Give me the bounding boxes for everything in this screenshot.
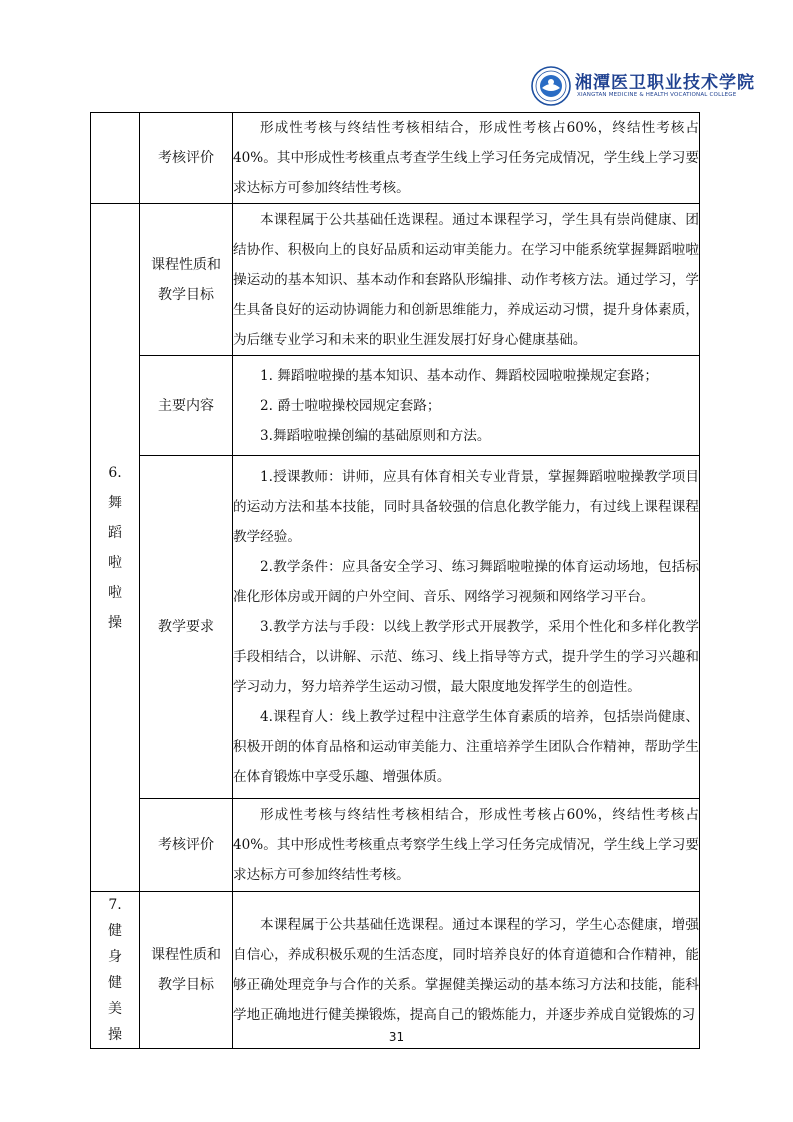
list-item: 3.舞蹈啦啦操创编的基础原则和方法。	[260, 427, 491, 444]
row-content	[233, 356, 700, 456]
row-label	[140, 204, 233, 356]
table-row	[91, 799, 700, 892]
row-content	[233, 799, 700, 892]
row-label: 教学要求	[140, 456, 233, 799]
row-label: 考核评价	[140, 799, 233, 892]
empty-cell	[91, 113, 140, 204]
label-line: 教学目标	[158, 977, 214, 993]
row-label: 考核评价	[140, 113, 233, 204]
list-item: 2.教学条件：应具备安全学习、练习舞蹈啦啦操的体育运动场地，包括标准化形体房或开阔的户外空间、音乐、网络学习视频和网络学习平台。	[233, 559, 699, 605]
label-line: 课程性质和	[151, 256, 221, 273]
table-row	[91, 113, 700, 204]
course-number-cell	[91, 892, 140, 1049]
course-number: 6.	[108, 464, 122, 481]
logo-subtitle: XIANGTAN MEDICINE & HEALTH VOCATIONAL COLLEGE	[577, 92, 737, 98]
course-name-char: 啦	[108, 584, 122, 601]
table-row	[91, 204, 700, 356]
row-label	[140, 892, 233, 1049]
course-name-char: 健	[108, 923, 122, 939]
row-content	[233, 456, 700, 799]
course-name-char: 啦	[108, 554, 122, 571]
paragraph: 本课程属于公共基础任选课程。通过本课程学习，学生具有崇尚健康、团结协作、积极向上的良好品质和运动审美能力。在学习中能系统掌握舞蹈啦啦操运动的基本知识、基本动作和套路队形编排、动作考核方法。通过学习，学生具备良好的运动协调能力和创新思维能力，养成运动习惯，提升身体素质，为后继专业学习和未来的职业生涯发展打好身心健康基础。	[233, 211, 699, 348]
paragraph: 本课程属于公共基础任选课程。通过本课程的学习，学生心态健康，增强自信心，养成积极乐观的生活态度，同时培养良好的体育道德和合作精神，能够正确处理竞争与合作的关系。掌握健美操运动的基本练习方法和技能，能科学地正确地进行健美操锻炼，提高自己的锻炼能力，并逐步养成自觉锻炼的习	[233, 917, 699, 1023]
course-name-char: 操	[108, 614, 122, 631]
label-line: 课程性质和	[151, 947, 221, 963]
course-name-char: 健	[108, 975, 122, 991]
course-name-char: 舞	[108, 494, 122, 511]
course-number: 7.	[108, 897, 122, 913]
paragraph: 形成性考核与终结性考核相结合，形成性考核占60%，终结性考核占40%。其中形成性考核重点考察学生线上学习任务完成情况，学生线上学习要求达标方可参加终结性考核。	[233, 807, 699, 883]
row-content	[233, 892, 700, 1049]
row-content	[233, 113, 700, 204]
course-name-char: 操	[108, 1027, 122, 1043]
course-name-char: 蹈	[108, 524, 122, 541]
list-item: 2. 爵士啦啦操校园规定套路；	[260, 397, 441, 414]
table-row	[91, 456, 700, 799]
row-label: 主要内容	[140, 356, 233, 456]
row-content	[233, 204, 700, 356]
course-number-cell	[91, 204, 140, 892]
list-item: 3.教学方法与手段：以线上教学形式开展教学，采用个性化和多样化教学手段相结合，以讲解、示范、练习、线上指导等方式，提升学生的学习兴趣和学习动力，努力培养学生运动习惯，最大限度地发挥学生的创造性。	[233, 619, 699, 695]
paragraph: 形成性考核与终结性考核相结合，形成性考核占60%，终结性考核占40%。其中形成性考核重点考查学生线上学习任务完成情况，学生线上学习要求达标方可参加终结性考核。	[233, 120, 699, 196]
table-row	[91, 892, 700, 1049]
table-row	[91, 356, 700, 456]
list-item: 1. 舞蹈啦啦操的基本知识、基本动作、舞蹈校园啦啦操规定套路；	[260, 367, 658, 384]
list-item: 1.授课教师：讲师，应具有体育相关专业背景，掌握舞蹈啦啦操教学项目的运动方法和基本技能，同时具备较强的信息化教学能力，有过线上课程课程教学经验。	[233, 469, 699, 545]
course-name-char: 身	[108, 949, 122, 965]
college-logo	[531, 66, 755, 106]
label-line: 教学目标	[158, 286, 214, 303]
list-item: 4.课程育人：线上教学过程中注意学生体育素质的培养，包括崇尚健康、积极开朗的体育品格和运动审美能力、注重培养学生团队合作精神，帮助学生在体育锻炼中享受乐趣、增强体质。	[233, 709, 699, 785]
course-name-char: 美	[108, 1001, 122, 1017]
page-number: 31	[388, 1030, 405, 1044]
course-table	[90, 112, 700, 1049]
logo-title: 湘潭医卫职业技术学院	[575, 73, 755, 93]
college-seal-icon	[531, 66, 571, 106]
